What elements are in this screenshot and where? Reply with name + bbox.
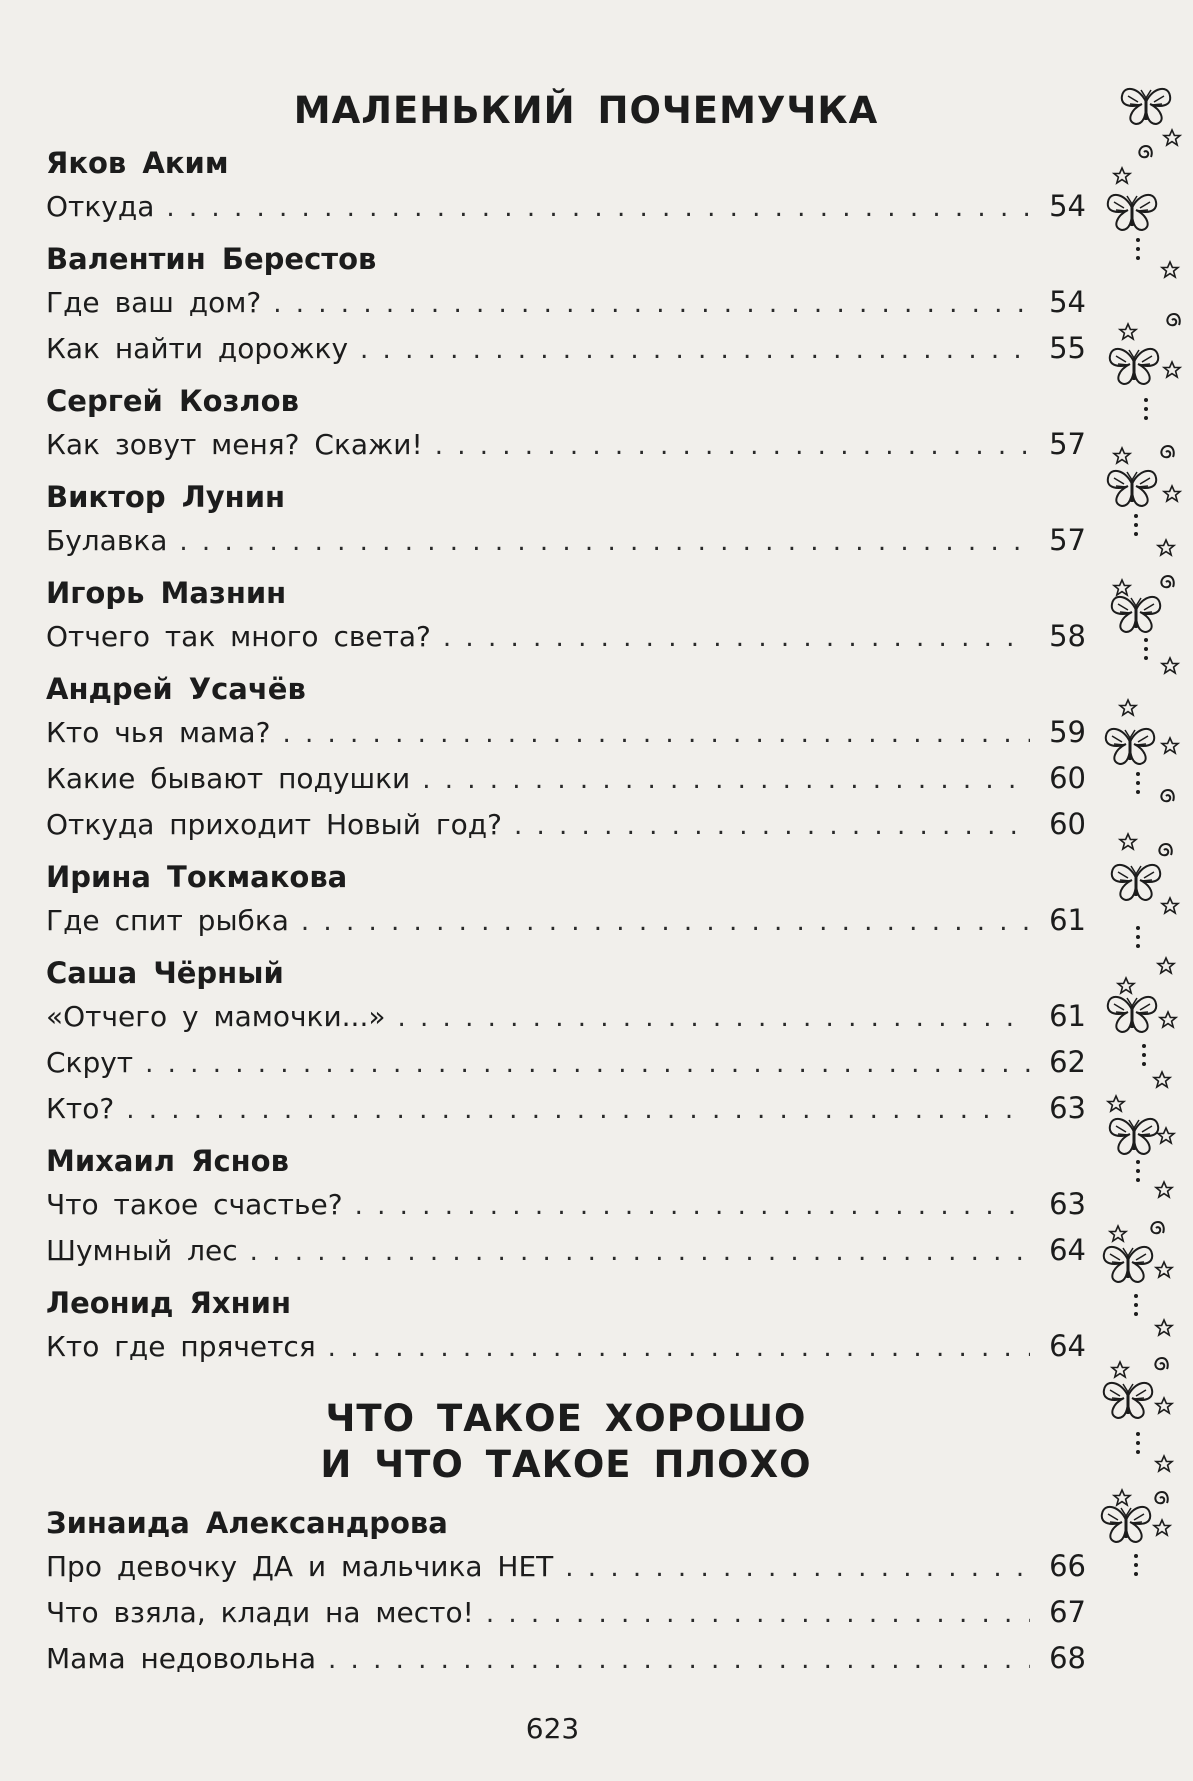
author-name: Валентин Берестов <box>46 242 377 276</box>
entry-page: 63 <box>1049 1187 1086 1221</box>
star-icon <box>1114 1490 1130 1505</box>
entry-page: 57 <box>1049 523 1086 557</box>
entry-page: 60 <box>1049 761 1086 795</box>
butterfly-icon <box>1110 1119 1158 1154</box>
entry-page: 59 <box>1049 715 1086 749</box>
leader-dots <box>435 424 1030 468</box>
entry-page: 61 <box>1049 999 1086 1033</box>
entry-title: Кто где прячется <box>46 1330 316 1363</box>
leader-dots <box>514 804 1030 848</box>
entry-page: 55 <box>1049 331 1086 365</box>
butterfly-icon <box>1108 471 1156 506</box>
author-name: Яков Аким <box>46 146 229 180</box>
butterfly-icon <box>1106 729 1154 764</box>
toc-entry[interactable] <box>46 1636 1086 1682</box>
leader-dots <box>166 186 1030 230</box>
author-name: Михаил Яснов <box>46 1144 289 1178</box>
butterfly-icon <box>1110 349 1158 384</box>
entry-title: Что такое счастье? <box>46 1188 343 1221</box>
toc-entry[interactable] <box>46 1040 1086 1086</box>
star-icon <box>1112 1362 1128 1377</box>
leader-dots <box>565 1546 1030 1590</box>
leader-dots <box>301 900 1030 944</box>
star-icon <box>1120 700 1136 715</box>
author-name: Зинаида Александрова <box>46 1506 448 1540</box>
star-icon <box>1114 580 1130 595</box>
entry-title: «Отчего у мамочки...» <box>46 1000 386 1033</box>
star-icon <box>1164 486 1180 501</box>
star-icon <box>1164 130 1180 145</box>
toc-entry[interactable] <box>46 422 1086 468</box>
entry-title: Булавка <box>46 524 168 557</box>
entry-title: Откуда <box>46 190 155 223</box>
author-name: Игорь Мазнин <box>46 576 287 610</box>
author-name: Сергей Козлов <box>46 384 299 418</box>
star-icon <box>1118 978 1134 993</box>
toc-entry[interactable] <box>46 898 1086 944</box>
entry-page: 54 <box>1049 285 1086 319</box>
star-icon <box>1156 1320 1172 1335</box>
leader-dots <box>397 996 1030 1040</box>
entry-page: 64 <box>1049 1233 1086 1267</box>
section-title: МАЛЕНЬКИЙ ПОЧЕМУЧКА <box>293 89 879 132</box>
leader-dots <box>145 1042 1030 1086</box>
entry-page: 66 <box>1049 1549 1086 1583</box>
leader-dots <box>328 1638 1030 1682</box>
dots-icon <box>1136 926 1140 948</box>
author-name: Виктор Лунин <box>46 480 286 514</box>
entry-page: 62 <box>1049 1045 1086 1079</box>
entry-page: 63 <box>1049 1091 1086 1125</box>
entry-title: Мама недовольна <box>46 1642 317 1675</box>
leader-dots <box>250 1230 1030 1274</box>
spiral-icon <box>1161 790 1173 801</box>
butterfly-icon <box>1102 1507 1150 1542</box>
toc-entry[interactable] <box>46 280 1086 326</box>
star-icon <box>1120 834 1136 849</box>
leader-dots <box>422 758 1030 802</box>
entry-page: 61 <box>1049 903 1086 937</box>
entry-title: Как зовут меня? Скажи! <box>46 428 423 461</box>
leader-dots <box>126 1088 1030 1132</box>
entry-title: Про девочку ДА и мальчика НЕТ <box>46 1550 554 1583</box>
author-name: Ирина Токмакова <box>46 860 348 894</box>
dots-icon <box>1134 1554 1138 1576</box>
entry-page: 64 <box>1049 1329 1086 1363</box>
entry-page: 68 <box>1049 1641 1086 1675</box>
butterfly-icon <box>1104 1383 1152 1418</box>
dots-icon <box>1134 514 1138 536</box>
dots-icon <box>1142 1044 1146 1066</box>
leader-dots <box>355 1184 1030 1228</box>
butterfly-icon <box>1108 195 1156 230</box>
toc-entry[interactable] <box>46 1086 1086 1132</box>
star-icon <box>1154 1072 1170 1087</box>
toc-entry[interactable] <box>46 326 1086 372</box>
dots-icon <box>1136 772 1140 794</box>
leader-dots <box>282 712 1030 756</box>
star-icon <box>1160 1012 1176 1027</box>
star-icon <box>1158 540 1174 555</box>
butterfly-icon <box>1108 997 1156 1032</box>
star-icon <box>1162 738 1178 753</box>
star-icon <box>1154 1520 1170 1535</box>
star-icon <box>1156 1182 1172 1197</box>
star-icon <box>1114 168 1130 183</box>
toc-entry[interactable] <box>46 1590 1086 1636</box>
entry-title: Где ваш дом? <box>46 286 262 319</box>
section-title <box>46 1396 1086 1488</box>
section-title-line: И ЧТО ТАКОЕ ПЛОХО <box>320 1443 812 1486</box>
entry-page: 58 <box>1049 619 1086 653</box>
dots-icon <box>1144 638 1148 660</box>
dots-icon <box>1134 1294 1138 1316</box>
spiral-icon <box>1151 1222 1163 1233</box>
star-icon <box>1158 958 1174 973</box>
entry-title: Кто? <box>46 1092 115 1125</box>
entry-title: Как найти дорожку <box>46 332 349 365</box>
butterfly-icon <box>1104 1247 1152 1282</box>
entry-title: Отчего так много света? <box>46 620 431 653</box>
toc-entry[interactable] <box>46 1324 1086 1370</box>
toc-entry[interactable] <box>46 1182 1086 1228</box>
spiral-icon <box>1139 146 1151 157</box>
butterfly-icon <box>1112 597 1160 632</box>
section-title-line: ЧТО ТАКОЕ ХОРОШО <box>325 1397 807 1440</box>
author-name: Андрей Усачёв <box>46 672 306 706</box>
spiral-icon <box>1155 1358 1167 1369</box>
leader-dots <box>328 1326 1030 1370</box>
dots-icon <box>1136 1160 1140 1182</box>
star-icon <box>1156 1456 1172 1471</box>
star-icon <box>1114 448 1130 463</box>
star-icon <box>1162 898 1178 913</box>
entry-page: 54 <box>1049 189 1086 223</box>
star-icon <box>1110 1226 1126 1241</box>
star-icon <box>1162 658 1178 673</box>
star-icon <box>1164 362 1180 377</box>
leader-dots <box>179 520 1030 564</box>
toc-entry[interactable] <box>46 184 1086 230</box>
toc-entry[interactable] <box>46 710 1086 756</box>
star-icon <box>1156 1262 1172 1277</box>
toc-entry[interactable] <box>46 994 1086 1040</box>
butterfly-icon <box>1122 89 1170 124</box>
dots-icon <box>1136 1432 1140 1454</box>
dots-icon <box>1144 398 1148 420</box>
spiral-icon <box>1167 314 1179 325</box>
author-name: Леонид Яхнин <box>46 1286 291 1320</box>
spiral-icon <box>1155 1492 1167 1503</box>
entry-title: Откуда приходит Новый год? <box>46 808 502 841</box>
leader-dots <box>360 328 1030 372</box>
star-icon <box>1158 1128 1174 1143</box>
author-name: Саша Чёрный <box>46 956 284 990</box>
entry-title: Скрут <box>46 1046 134 1079</box>
entry-page: 60 <box>1049 807 1086 841</box>
spiral-icon <box>1161 576 1173 587</box>
leader-dots <box>443 616 1030 660</box>
toc-entry[interactable] <box>46 1228 1086 1274</box>
entry-title: Шумный лес <box>46 1234 238 1267</box>
star-icon <box>1162 262 1178 277</box>
leader-dots <box>273 282 1030 326</box>
entry-title: Где спит рыбка <box>46 904 289 937</box>
entry-page: 67 <box>1049 1595 1086 1629</box>
star-icon <box>1108 1096 1124 1111</box>
butterfly-icon <box>1112 865 1160 900</box>
entry-title: Какие бывают подушки <box>46 762 411 795</box>
leader-dots <box>486 1592 1030 1636</box>
entry-title: Кто чья мама? <box>46 716 271 749</box>
spiral-icon <box>1161 446 1173 457</box>
toc-entry[interactable] <box>46 1544 1086 1590</box>
toc-entry[interactable] <box>46 518 1086 564</box>
table-of-contents <box>46 88 1086 1682</box>
dots-icon <box>1136 238 1140 260</box>
entry-page: 57 <box>1049 427 1086 461</box>
star-icon <box>1156 1398 1172 1413</box>
page-number: 623 <box>525 1712 580 1745</box>
entry-title: Что взяла, клади на место! <box>46 1596 474 1629</box>
toc-entry[interactable] <box>46 614 1086 660</box>
spiral-icon <box>1159 844 1171 855</box>
toc-entry[interactable] <box>46 756 1086 802</box>
toc-entry[interactable] <box>46 802 1086 848</box>
star-icon <box>1120 324 1136 339</box>
decorative-border <box>1100 80 1193 1720</box>
